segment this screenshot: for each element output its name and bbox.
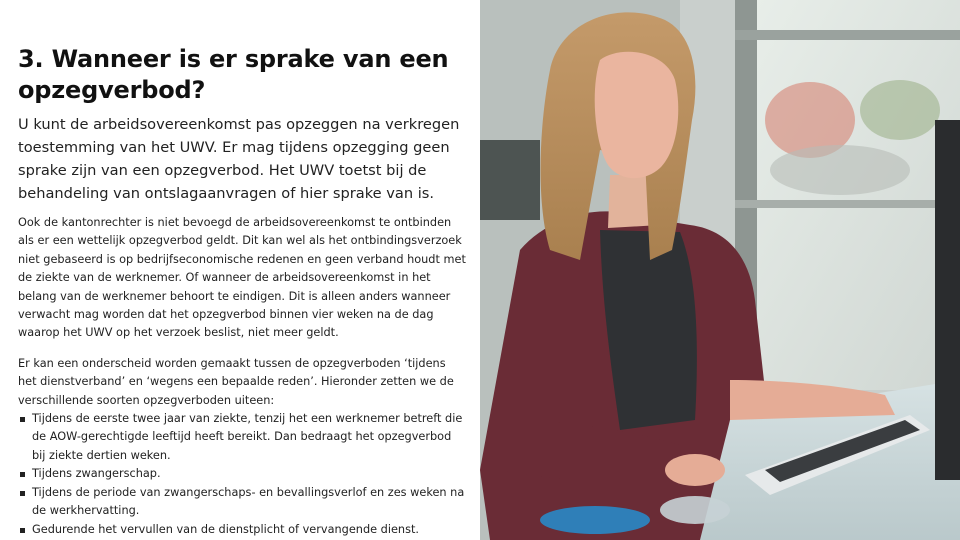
list-item: Gedurende het vervullen van de dienstplicht of vervangende dienst. bbox=[18, 521, 466, 539]
list-item: Tijdens de periode van zwangerschaps- en bevallingsverlof en zes weken na de werkhervatting. bbox=[18, 484, 466, 521]
lead-paragraph: U kunt de arbeidsovereenkomst pas opzeggen na verkregen toestemming van het UWV. Er mag tijdens opzegging geen sprake zijn van een opzegverbod. Het UWV toetst bij de behandeling van ontslagaanvragen of hier sprake van is. bbox=[18, 116, 460, 202]
list-item: Tijdens de eerste twee jaar van ziekte, tenzij het een werknemer betreft die de AOW-gerechtigde leeftijd heeft bereikt. Dan bedraagt het opzegverbod bij ziekte dertien weken. bbox=[18, 410, 466, 465]
body-paragraph-2: Er kan een onderscheid worden gemaakt tussen de opzegverboden ‘tijdens het dienstverband’ en ‘wegens een bepaalde reden’. Hieronder zetten we de verschillende soorten opzegverboden uiteen: bbox=[18, 356, 454, 407]
opzegverboden-list bbox=[18, 410, 466, 539]
body-paragraph-1: Ook de kantonrechter is niet bevoegd de arbeidsovereenkomst te ontbinden als er een wettelijk opzegverbod geldt. Dit kan wel als het ontbindingsverzoek niet gebaseerd is op bedrijfseconomische redenen en geen verband houdt met de ziekte van de werknemer. Of wanneer de arbeidsovereenkomst in het belang van de werknemer behoort te eindigen. Dit is alleen anders wanneer verwacht mag worden dat het opzegverbod binnen vier weken na de dag waarop het UWV op het verzoek beslist, niet meer geldt. bbox=[18, 216, 466, 340]
article-heading: 3. Wanneer is er sprake van een opzegverbod? bbox=[18, 45, 449, 104]
list-item: Tijdens zwangerschap. bbox=[18, 465, 466, 483]
office-photo bbox=[480, 0, 960, 540]
